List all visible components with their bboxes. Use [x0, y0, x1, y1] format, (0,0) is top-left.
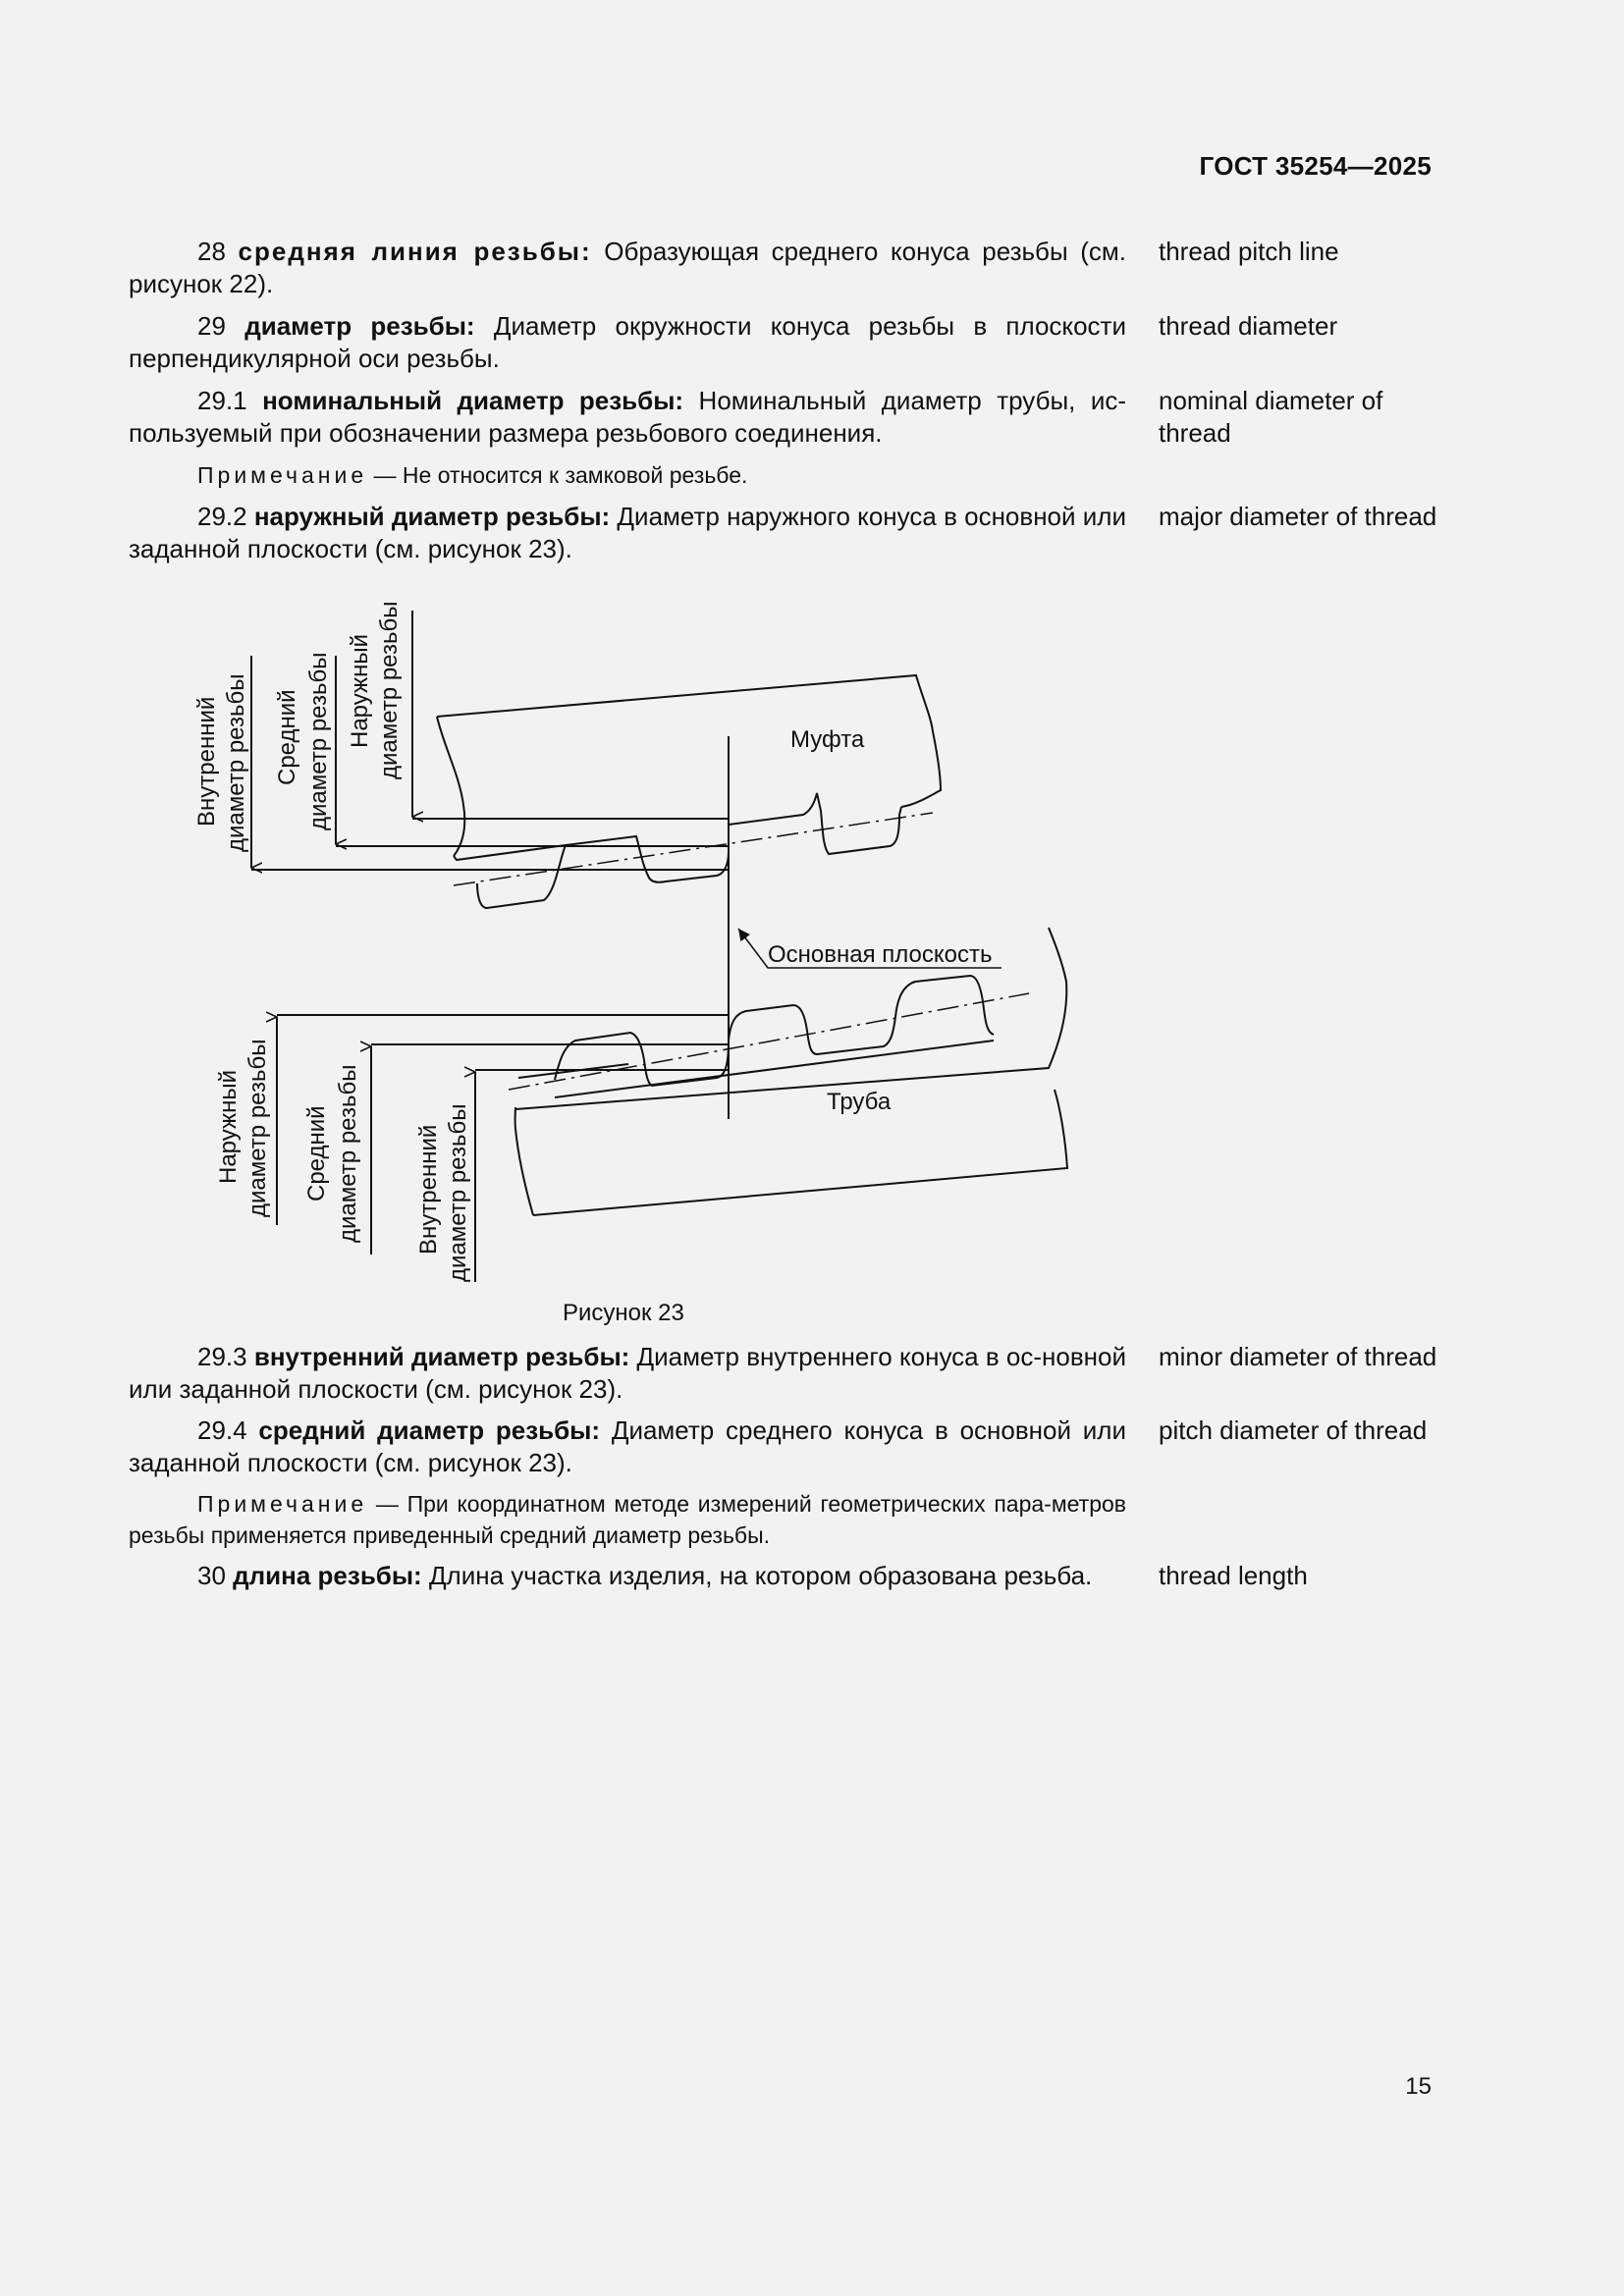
- coupling-thread-profile: [454, 793, 901, 908]
- term-title: средний диаметр резьбы:: [258, 1415, 601, 1445]
- term-number: 29.3: [197, 1342, 247, 1371]
- coupling-left-edge: [437, 717, 464, 856]
- term-title: диаметр резьбы:: [244, 311, 475, 341]
- top-middle-label-line1: Средний: [274, 689, 300, 785]
- term-number: 29.2: [197, 502, 247, 531]
- figure-23: [0, 579, 1624, 1306]
- term-title: средняя линия резьбы:: [238, 237, 592, 266]
- note-text: — При координатном методе измерений геометрических пара-метров резьбы применяется приведенный средний диаметр резьбы.: [129, 1491, 1126, 1548]
- bottom-middle-label-line2: диаметр резьбы: [335, 1064, 361, 1243]
- term-number: 30: [197, 1561, 226, 1590]
- top-inner-label-line1: Внутренний: [193, 696, 220, 827]
- term-english: thread length: [1159, 1561, 1308, 1590]
- document-code: ГОСТ 35254—2025: [1199, 151, 1432, 181]
- note-1: [129, 459, 1126, 491]
- term-english: thread pitch line: [1159, 237, 1339, 266]
- bottom-outer-label-line1: Наружный: [215, 1070, 242, 1184]
- term-definition: Диаметр среднего конуса в основной или заданной плоскости (см. рисунок 23).: [129, 1415, 1127, 1477]
- term-definition: Диаметр окружности конуса резьбы в плоскости перпендикулярной оси резьбы.: [129, 311, 1126, 373]
- pipe-bottom-edge: [533, 1090, 1067, 1215]
- page-number: 15: [1405, 2073, 1432, 2100]
- term-english: minor diameter of thread: [1159, 1342, 1437, 1371]
- term-definition: Образующая среднего конуса резьбы (см. рисунок 22).: [129, 237, 1126, 298]
- top-inner-label-line2: диаметр резьбы: [223, 673, 249, 852]
- note-text: — Не относится к замковой резьбе.: [367, 462, 748, 488]
- term-number: 29.1: [197, 386, 247, 415]
- term-english: nominal diameter of thread: [1159, 386, 1383, 448]
- term-definition: Диаметр наружного конуса в основной или заданной плоскости (см. рисунок 23).: [129, 502, 1126, 563]
- term-title: наружный диаметр резьбы:: [253, 502, 611, 531]
- coupling-label: Муфта: [790, 726, 865, 753]
- pipe-left-edge: [515, 1107, 533, 1215]
- term-number: 28: [197, 237, 226, 266]
- term-title: номинальный диаметр резьбы:: [262, 386, 684, 415]
- bottom-outer-label-line2: диаметр резьбы: [244, 1039, 271, 1217]
- term-english: thread diameter: [1159, 311, 1338, 341]
- term-definition: Диаметр внутреннего конуса в ос-новной или заданной плоскости (см. рисунок 23).: [129, 1342, 1126, 1404]
- note-2: [129, 1488, 1126, 1551]
- term-english: major diameter of thread: [1159, 502, 1437, 531]
- bottom-middle-label-line1: Средний: [303, 1105, 330, 1201]
- top-middle-label-line2: диаметр резьбы: [305, 652, 332, 830]
- term-english: pitch diameter of thread: [1159, 1415, 1428, 1445]
- term-number: 29: [197, 311, 226, 341]
- figure-caption: Рисунок 23: [563, 1300, 684, 1326]
- base-plane-label: Основная плоскость: [768, 941, 993, 968]
- note-label: Примечание: [197, 1491, 368, 1517]
- term-title: длина резьбы:: [233, 1561, 422, 1590]
- term-number: 29.4: [197, 1415, 247, 1445]
- top-outer-label-line1: Наружный: [347, 634, 373, 748]
- term-definition: Длина участка изделия, на котором образована резьба.: [421, 1561, 1093, 1590]
- term-title: внутренний диаметр резьбы:: [253, 1342, 630, 1371]
- term-definition: Номинальный диаметр трубы, ис-пользуемый при обозначении размера резьбового соединения.: [129, 386, 1127, 448]
- top-outer-label-line2: диаметр резьбы: [376, 601, 403, 779]
- bottom-inner-label-line2: диаметр резьбы: [445, 1103, 471, 1282]
- note-label: Примечание: [197, 462, 368, 488]
- pipe-label: Труба: [827, 1089, 892, 1115]
- thread-diagram: [0, 579, 1624, 1306]
- bottom-inner-label-line1: Внутренний: [415, 1124, 442, 1255]
- coupling-outline: [437, 675, 941, 807]
